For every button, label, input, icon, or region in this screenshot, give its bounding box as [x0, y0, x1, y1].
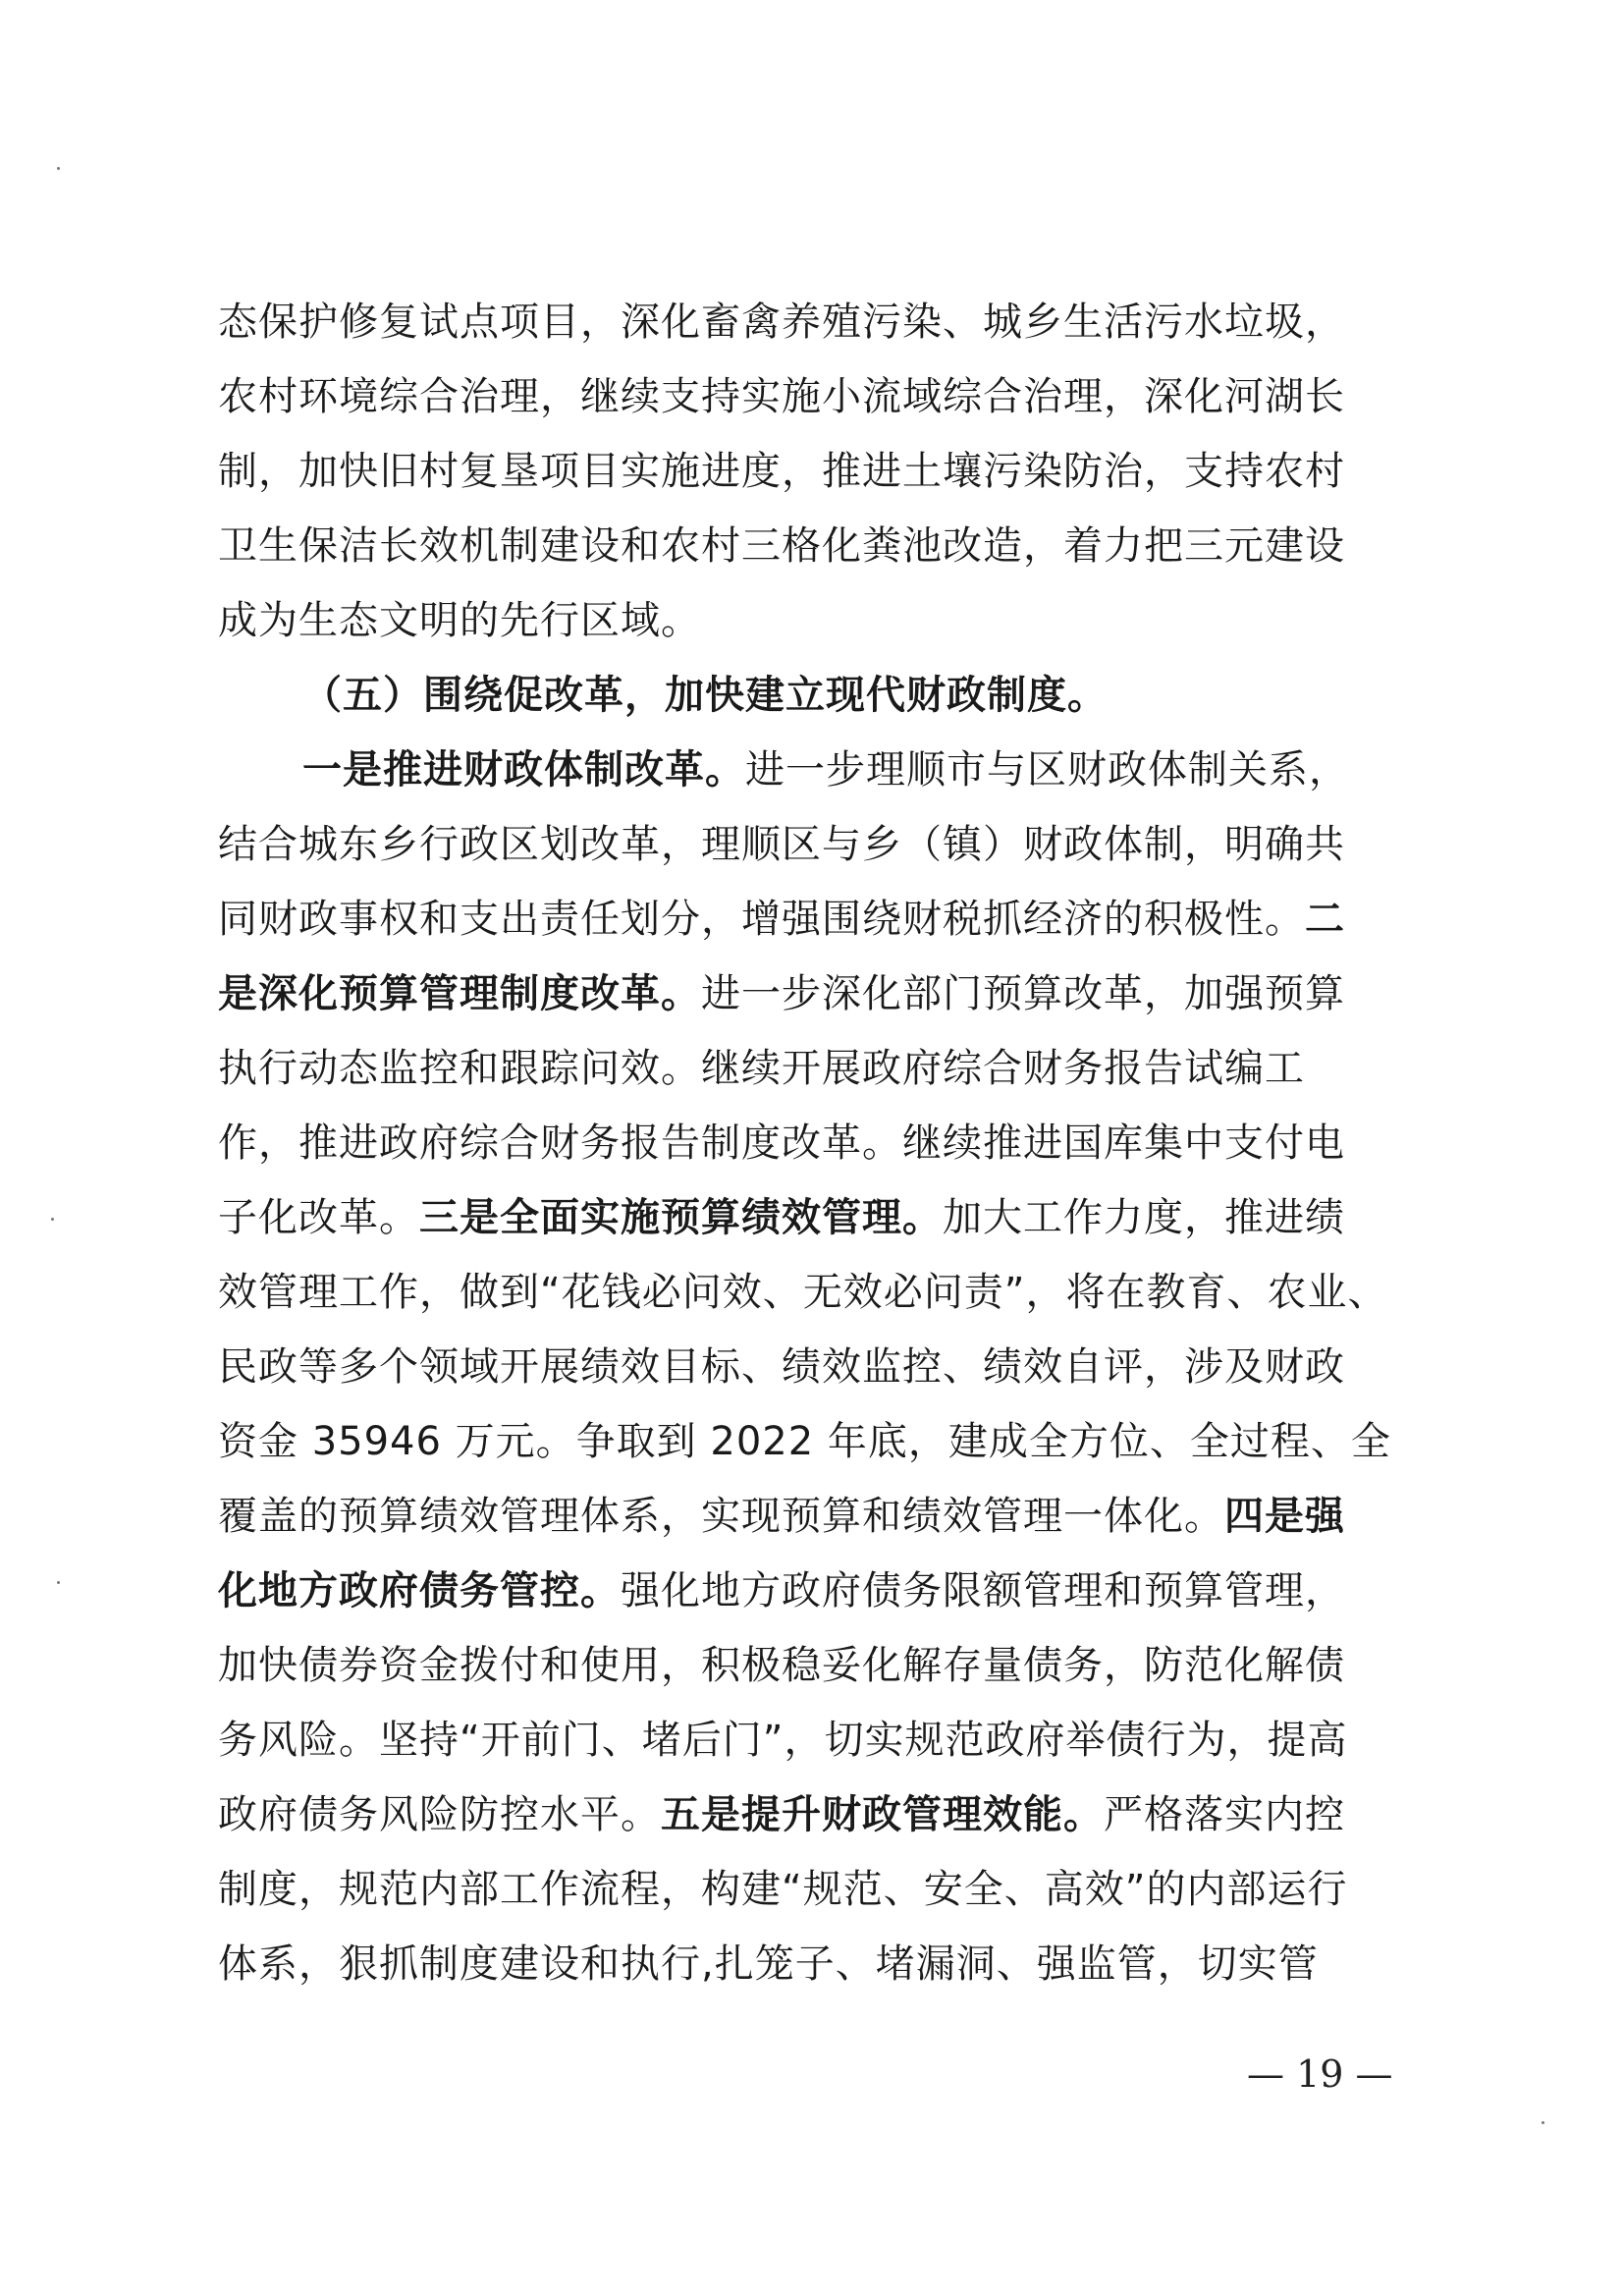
text-run: 民政等多个领域开展绩效目标、绩效监控、绩效自评，涉及财政 — [218, 1344, 1345, 1390]
text-line — [218, 1628, 1426, 1703]
text-line — [218, 957, 1426, 1031]
text-run: 资金 35946 万元。争取到 2022 年底，建成全方位、全过程、全 — [218, 1419, 1391, 1464]
text-run: 务风险。坚持“开前门、堵后门”，切实规范政府举债行为，提高 — [218, 1718, 1348, 1763]
bold-phrase: 五是提升财政管理效能。 — [661, 1792, 1104, 1837]
bold-phrase: 二 — [1305, 897, 1345, 942]
bold-phrase: 一是推进财政体制改革。 — [302, 747, 745, 793]
text-line — [218, 1554, 1426, 1628]
bold-phrase: 是深化预算管理制度改革。 — [218, 971, 701, 1016]
text-run: 执行动态监控和跟踪问效。继续开展政府综合财务报告试编工 — [218, 1046, 1305, 1091]
scan-speck — [57, 1581, 60, 1584]
text-line — [218, 285, 1426, 359]
text-line — [218, 807, 1426, 882]
page-number: — 19 — — [1247, 2052, 1393, 2096]
text-line — [218, 1703, 1426, 1777]
text-run: 农村环境综合治理，继续支持实施小流域综合治理，深化河湖长 — [218, 374, 1345, 419]
text-run: 卫生保洁长效机制建设和农村三格化粪池改造，着力把三元建设 — [218, 523, 1345, 569]
text-line — [218, 1330, 1426, 1404]
text-run: 加大工作力度，推进绩 — [943, 1195, 1345, 1240]
text-run: 作，推进政府综合财务报告制度改革。继续推进国库集中支付电 — [218, 1121, 1345, 1166]
text-run: 强化地方政府债务限额管理和预算管理， — [621, 1568, 1345, 1613]
text-run: 制，加快旧村复垦项目实施进度，推进土壤污染防治，支持农村 — [218, 449, 1345, 494]
text-line — [218, 509, 1426, 583]
bold-phrase: 化地方政府债务管控。 — [218, 1568, 621, 1613]
text-run: 覆盖的预算绩效管理体系，实现预算和绩效管理一体化。 — [218, 1494, 1224, 1539]
text-line — [218, 1404, 1426, 1479]
text-run: 成为生态文明的先行区域。 — [218, 598, 701, 643]
text-line — [218, 1777, 1426, 1852]
text-line — [218, 1479, 1426, 1554]
text-line — [218, 434, 1426, 509]
text-run: 政府债务风险防控水平。 — [218, 1792, 661, 1837]
text-line — [218, 1031, 1426, 1106]
text-run: 进一步理顺市与区财政体制关系， — [745, 747, 1349, 793]
text-run: 同财政事权和支出责任划分，增强围绕财税抓经济的积极性。 — [218, 897, 1305, 942]
text-line — [218, 882, 1426, 957]
text-run: 效管理工作，做到“花钱必问效、无效必问责”，将在教育、农业、 — [218, 1270, 1388, 1315]
bold-phrase: 三是全面实施预算绩效管理。 — [419, 1195, 943, 1240]
text-line — [218, 733, 1426, 807]
text-line — [218, 1927, 1426, 2001]
text-run: 制度，规范内部工作流程，构建“规范、安全、高效”的内部运行 — [218, 1867, 1348, 1912]
text-line — [218, 1852, 1426, 1927]
body-text — [218, 285, 1426, 2001]
text-line — [218, 359, 1426, 434]
scan-speck — [57, 167, 60, 170]
bold-phrase: （五）围绕促改革，加快建立现代财政制度。 — [302, 673, 1108, 718]
text-line — [218, 1255, 1426, 1330]
text-line — [218, 583, 1426, 658]
text-line — [218, 1106, 1426, 1180]
text-run: 进一步深化部门预算改革，加强预算 — [701, 971, 1345, 1016]
text-run: 加快债券资金拨付和使用，积极稳妥化解存量债务，防范化解债 — [218, 1643, 1345, 1688]
text-line — [218, 1180, 1426, 1255]
text-run: 子化改革。 — [218, 1195, 419, 1240]
text-run: 结合城东乡行政区划改革，理顺区与乡（镇）财政体制，明确共 — [218, 822, 1345, 867]
scan-speck — [51, 1218, 54, 1221]
scan-speck — [1542, 2121, 1544, 2124]
text-run: 严格落实内控 — [1104, 1792, 1345, 1837]
bold-phrase: 四是强 — [1224, 1494, 1345, 1539]
text-run: 体系，狠抓制度建设和执行,扎笼子、堵漏洞、强监管，切实管 — [218, 1941, 1319, 1987]
section-heading — [218, 658, 1426, 733]
text-run: 态保护修复试点项目，深化畜禽养殖污染、城乡生活污水垃圾， — [218, 300, 1345, 345]
